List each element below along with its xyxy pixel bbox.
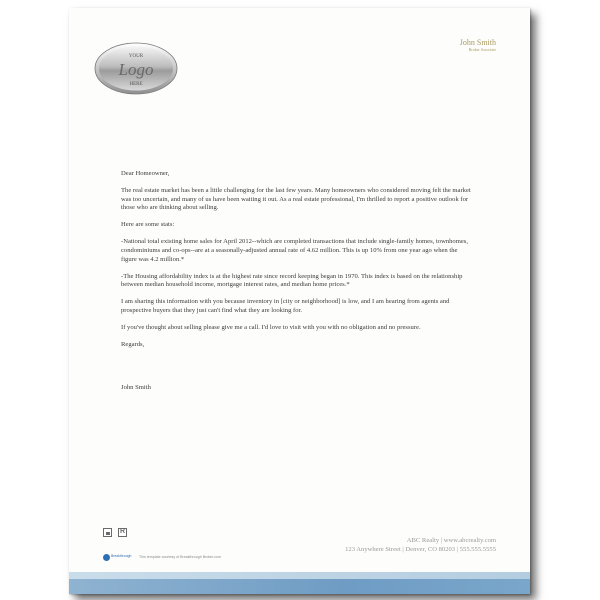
breakthrough-dot-icon [103,554,110,561]
svg-text:Logo: Logo [118,60,154,79]
template-credit-text: This template courtesy of Breakthrough Broker.com [139,555,221,559]
letter-paragraph: I am sharing this information with you because inventory in [city or neighborhood] is low, and I am hearing from agents and prospective buyers that they just can't find what they are looking for. [121,298,450,315]
svg-text:YOUR: YOUR [128,54,144,59]
sender-block [460,39,496,52]
letter-closing: Regards, [121,341,145,349]
company-logo [94,42,178,95]
company-info [345,536,496,554]
sender-title: Broker Associate [468,46,496,52]
letter-greeting: Dear Homeowner, [121,170,170,177]
letter-paragraph: -National total existing home sales for April 2012--which are completed transactions that include single-family homes, townhomes, condominiums and co-ops--are at a seasonally-adjusted annual rate of 4.62 million. This is up 10% from one year ago when the figure was 4.2 million.* [121,238,469,263]
logo-badge-icon [94,42,178,95]
letterhead-page [69,8,530,594]
breakthrough-logo-icon [103,553,135,562]
signature-space [121,358,471,384]
breakthrough-wordmark: Breakthrough [111,554,132,559]
sender-name: John Smith [459,38,496,47]
letter-paragraph: If you've thought about selling please give me a call. I'd love to visit with you with no obligation and no pressure. [121,324,421,332]
address-line: 123 Anywhere Street | Denver, CO 80203 | 555.555.5555 [345,546,496,553]
letter-body [121,170,471,401]
realtor-icon [118,528,127,537]
letter-signature: John Smith [121,384,151,392]
template-credit [103,551,221,563]
svg-text:HERE: HERE [129,82,143,87]
letter-paragraph: -The Housing affordability index is at the highest rate since record keeping began in 1970. This index is based on the relationship between median household income, mortgage interest rates, and median home prices.* [121,272,463,289]
company-line: ABC Realty | www.abcrealty.com [406,537,496,544]
letter-paragraph: The real estate market has been a little challenging for the last few years. Many homeowners who considered moving felt the market was too uncertain, and many of us have been waiting it out. As a real estate professional, I'm thrilled to report a positive outlook for those who are thinking about selling. [121,187,471,212]
footer-band-light [69,572,530,579]
footer-band-dark [69,579,530,594]
letter-paragraph: Here are some stats: [121,221,175,229]
equal-housing-icon [103,528,112,537]
footer-icons [103,528,163,540]
